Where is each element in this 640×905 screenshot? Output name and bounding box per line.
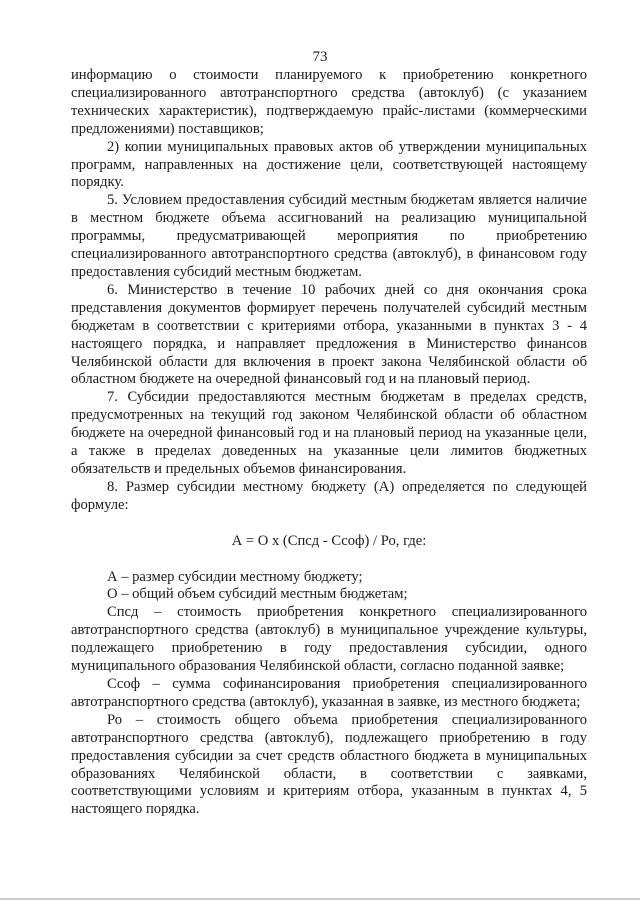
- scan-edge-rule: [0, 898, 640, 900]
- definition-ro: Ро – стоимость общего объема приобретения специализированного автотранспортного средства (автоклуб), подлежащего приобретению в году предоставления субсидии за счет средств областного бюджета в муниципальных образованиях Челябинской области, в соответствии с заявками, соответствующими условиям и критериям отбора, указанным в пунктах 4, 5 настоящего порядка.: [71, 711, 587, 818]
- document-body: [71, 67, 587, 819]
- definition-ssof: Ссоф – сумма софинансирования приобретения специализированного автотранспортного средства (автоклуб), указанная в заявке, из местного бюджета;: [71, 676, 587, 710]
- definition-o: О – общий объем субсидий местным бюджетам;: [107, 586, 408, 603]
- paragraph-cost-info: информацию о стоимости планируемого к приобретению конкретного специализированного автотранспортного средства (автоклуб) (с указанием технических характеристик), подтверждаемую прайс-листами (коммерческими предложениями) поставщиков;: [71, 67, 587, 137]
- paragraph-item-8: 8. Размер субсидии местному бюджету (А) определяется по следующей формуле:: [71, 478, 587, 513]
- paragraph-legal-acts: 2) копии муниципальных правовых актов об утверждении муниципальных программ, направленных на достижение цели, соответствующей настоящему порядку.: [71, 138, 587, 191]
- paragraph-item-5: 5. Условием предоставления субсидий местным бюджетам является наличие в местном бюджете объема ассигнований на реализацию муниципальной программы, предусматривающей мероприятия по приобретению специализированного автотранспортного средства (автоклуб), в финансовом году предоставления субсидий местным бюджетам.: [71, 192, 587, 280]
- subsidy-formula: А = О х (Спсд - Ссоф) / Ро, где:: [231, 532, 427, 549]
- page-number: 73: [312, 49, 328, 65]
- definition-a: А – размер субсидии местному бюджету;: [107, 568, 363, 585]
- paragraph-item-7: 7. Субсидии предоставляются местным бюджетам в пределах средств, предусмотренных на текущий год законом Челябинской области об областном бюджете на очередной финансовый год и на плановый период на указанные цели, а также в пределах доведенных на указанные цели лимитов бюджетных обязательств и предельных объемов финансирования.: [71, 389, 587, 477]
- definition-spsd: Спсд – стоимость приобретения конкретного специализированного автотранспортного средства (автоклуб) в муниципальное учреждение культуры, подлежащего приобретению в году предоставления субсидии, одного муниципального образования Челябинской области, согласно поданной заявке;: [71, 604, 587, 675]
- paragraph-item-6: 6. Министерство в течение 10 рабочих дней со дня окончания срока представления документов формирует перечень получателей субсидий местным бюджетам в соответствии с критериями отбора, указанными в пунктах 3 - 4 настоящего порядка, и направляет предложения в Министерство финансов Челябинской области для включения в проект закона Челябинской области об областном бюджете на очередной финансовый год и на плановый период.: [71, 281, 587, 388]
